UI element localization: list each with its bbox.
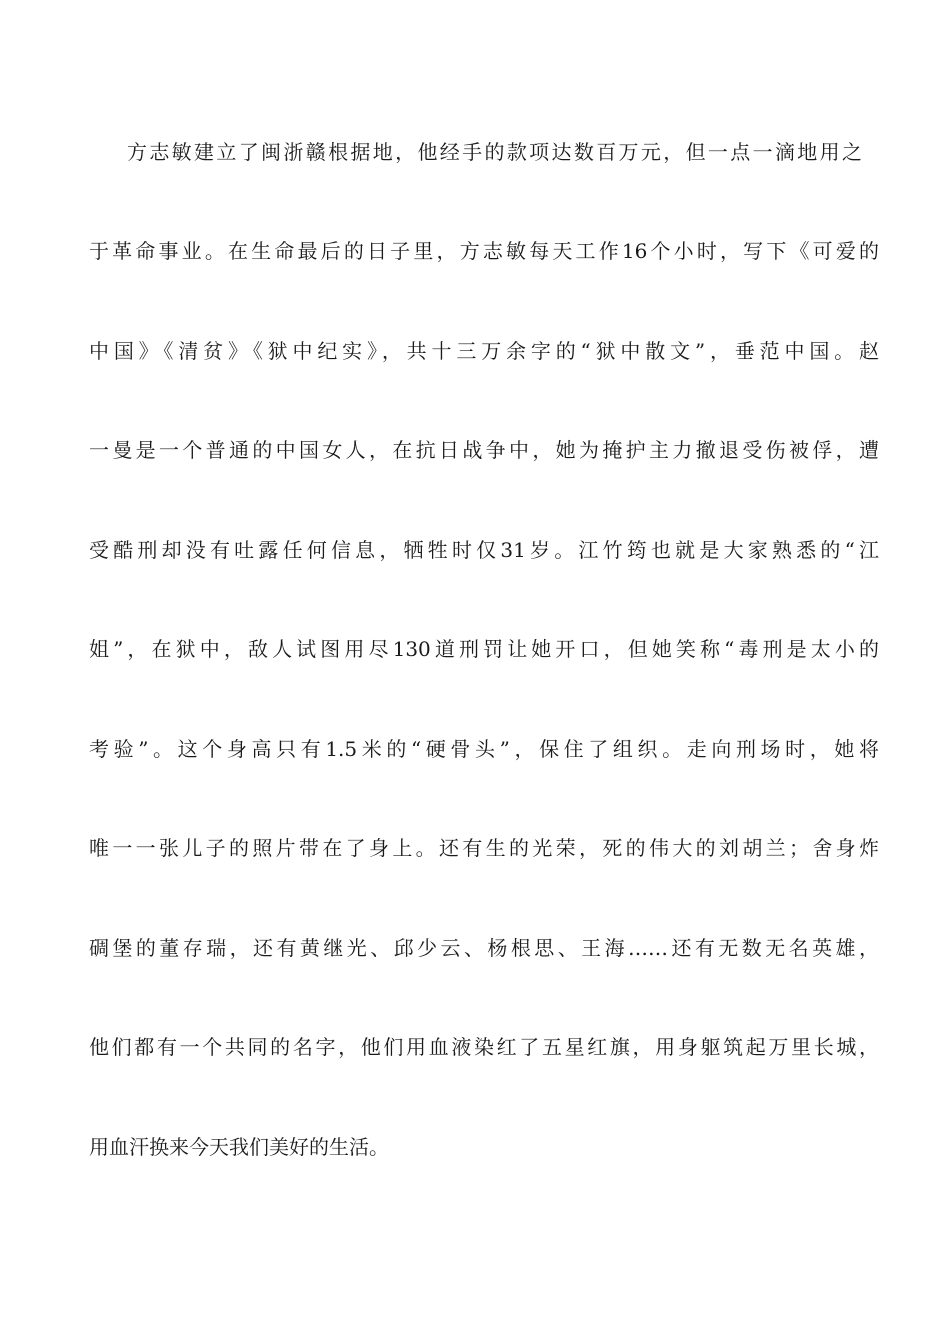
paragraph-line: 考验”。这个身高只有1.5米的“硬骨头”，保住了组织。走向刑场时，她将 (89, 737, 879, 761)
paragraph-line: 用血汗换来今天我们美好的生活。 (89, 1135, 389, 1159)
paragraph-line: 中国》《清贫》《狱中纪实》，共十三万余字的“狱中散文”，垂范中国。赵 (89, 339, 879, 363)
paragraph-line: 他们都有一个共同的名字，他们用血液染红了五星红旗，用身躯筑起万里长城， (89, 1035, 879, 1059)
paragraph-line: 方志敏建立了闽浙赣根据地，他经手的款项达数百万元，但一点一滴地用之 (127, 140, 862, 164)
paragraph-line: 姐”，在狱中，敌人试图用尽130道刑罚让她开口，但她笑称“毒刑是太小的 (89, 637, 879, 661)
paragraph-line: 碉堡的董存瑞，还有黄继光、邱少云、杨根思、王海……还有无数无名英雄， (89, 936, 879, 960)
paragraph-line: 一曼是一个普通的中国女人，在抗日战争中，她为掩护主力撤退受伤被俘，遭 (89, 438, 879, 462)
paragraph-line: 于革命事业。在生命最后的日子里，方志敏每天工作16个小时，写下《可爱的 (89, 239, 879, 263)
paragraph-line: 受酷刑却没有吐露任何信息，牺牲时仅31岁。江竹筠也就是大家熟悉的“江 (89, 538, 879, 562)
paragraph-line: 唯一一张儿子的照片带在了身上。还有生的光荣，死的伟大的刘胡兰；舍身炸 (89, 836, 879, 860)
